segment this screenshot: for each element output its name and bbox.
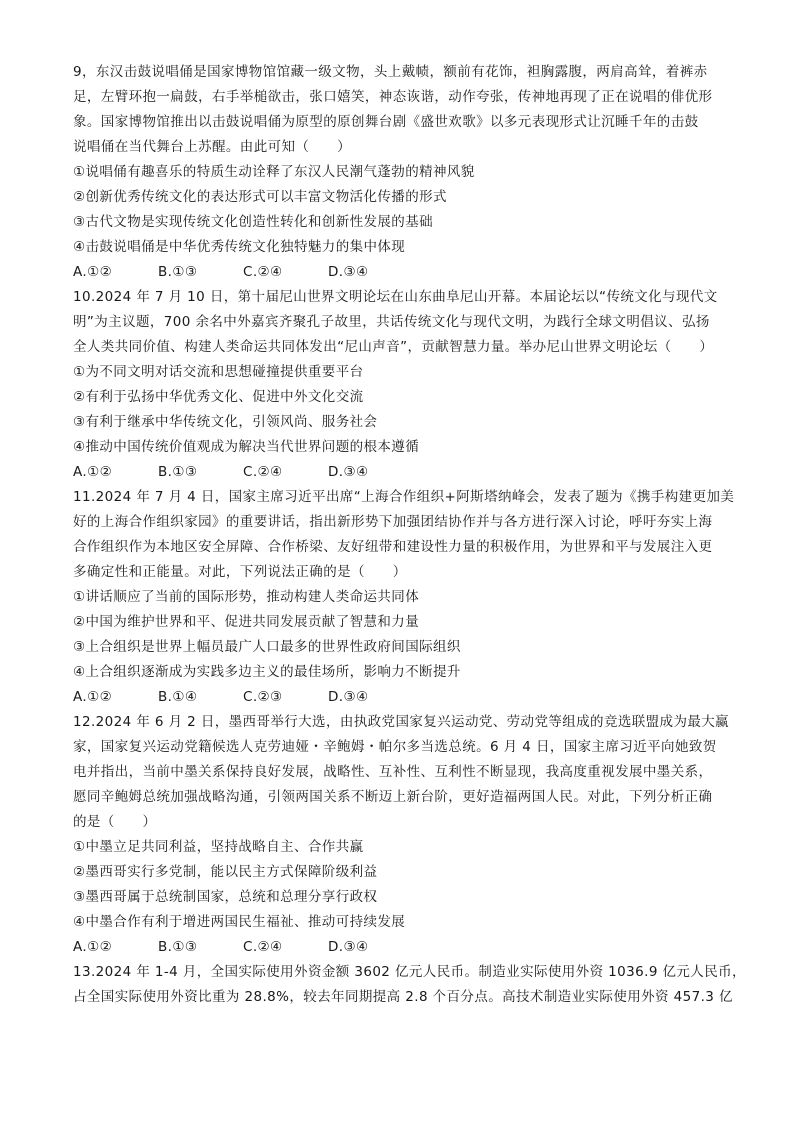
answer-option: A.①② xyxy=(73,264,113,280)
answer-option: D.③④ xyxy=(328,689,369,705)
question-stem-line: 9，东汉击鼓说唱俑是国家博物馆馆藏一级文物，头上戴帻，额前有花饰，袒胸露腹，两肩高耸，着裤赤 xyxy=(73,64,708,80)
statement-item: ②墨西哥实行多党制，能以民主方式保障阶级利益 xyxy=(73,864,378,880)
answer-option: B.①③ xyxy=(158,264,198,280)
answer-options xyxy=(73,260,723,285)
question-block xyxy=(73,710,730,960)
answer-option: A.①② xyxy=(73,464,113,480)
answer-option: D.③④ xyxy=(328,939,369,955)
question-stem-line: 说唱俑在当代舞台上苏醒。由此可知（ ） xyxy=(73,139,351,155)
question-stem-line: 10.2024 年 7 月 10 日，第十届尼山世界文明论坛在山东曲阜尼山开幕。本届论坛以“传统文化与现代文 xyxy=(73,289,718,305)
question-stem-line: 合作组织作为本地区安全屏障、合作桥梁、友好纽带和建设性力量的积极作用，为世界和平与发展注入更 xyxy=(73,539,713,555)
question-stem-line: 足，左臂环抱一扁鼓，右手举槌欲击，张口嬉笑，神态诙谐，动作夸张，传神地再现了正在说唱的俳优形 xyxy=(73,89,713,105)
question-stem-line: 11.2024 年 7 月 4 日，国家主席习近平出席“上海合作组织+阿斯塔纳峰会，发表了题为《携手构建更加美 xyxy=(73,489,735,505)
statement-item: ④上合组织逐渐成为实践多边主义的最佳场所，影响力不断提升 xyxy=(73,664,461,680)
question-stem-line: 好的上海合作组织家园》的重要讲话，指出新形势下加强团结协作并与各方进行深入讨论，呼吁夯实上海 xyxy=(73,514,713,530)
question-block xyxy=(73,485,735,710)
answer-option: D.③④ xyxy=(328,464,369,480)
answer-option: C.②③ xyxy=(243,689,283,705)
question-stem-line: 象。国家博物馆推出以击鼓说唱俑为原型的原创舞台剧《盛世欢歌》以多元表现形式让沉睡千年的击鼓 xyxy=(73,114,699,130)
question-block xyxy=(73,285,723,485)
answer-options xyxy=(73,685,723,710)
statement-item: ④中墨合作有利于增进两国民生福祉、推动可持续发展 xyxy=(73,914,406,930)
statement-item: ③有利于继承中华传统文化，引领风尚、服务社会 xyxy=(73,414,378,430)
statement-item: ③上合组织是世界上幅员最广人口最多的世界性政府间国际组织 xyxy=(73,639,461,655)
question-stem-line: 明”为主议题，700 余名中外嘉宾齐聚孔子故里，共话传统文化与现代文明，为践行全球文明倡议、弘扬 xyxy=(73,314,710,330)
answer-options xyxy=(73,935,723,960)
question-stem-line: 家，国家复兴运动党籍候选人克劳迪娅・辛鲍姆・帕尔多当选总统。6 月 4 日，国家主席习近平向她致贺 xyxy=(73,739,717,755)
question-stem-line: 多确定性和正能量。对此，下列说法正确的是（ ） xyxy=(73,564,407,580)
statement-item: ②中国为维护世界和平、促进共同发展贡献了智慧和力量 xyxy=(73,614,420,630)
question-stem-line: 13.2024 年 1-4 月，全国实际使用外资金额 3602 亿元人民币。制造业实际使用外资 1036.9 亿元人民币， xyxy=(73,964,746,980)
question-stem-line: 全人类共同价值、构建人类命运共同体发出“尼山声音”，贡献智慧力量。举办尼山世界文明论坛（ ） xyxy=(73,339,714,355)
answer-option: A.①② xyxy=(73,939,113,955)
question-block xyxy=(73,60,723,285)
question-stem-line: 电并指出，当前中墨关系保持良好发展，战略性、互补性、互利性不断显现，我高度重视发展中墨关系， xyxy=(73,764,713,780)
answer-option: A.①② xyxy=(73,689,113,705)
question-stem-line: 12.2024 年 6 月 2 日，墨西哥举行大选，由执政党国家复兴运动党、劳动党等组成的竞选联盟成为最大赢 xyxy=(73,714,730,730)
question-block xyxy=(73,960,746,1010)
answer-option: C.②④ xyxy=(243,464,283,480)
statement-item: ①中墨立足共同利益，坚持战略自主、合作共赢 xyxy=(73,839,364,855)
answer-options xyxy=(73,460,723,485)
answer-option: C.②④ xyxy=(243,939,283,955)
answer-option: B.①④ xyxy=(158,689,198,705)
statement-item: ②有利于弘扬中华优秀文化、促进中外文化交流 xyxy=(73,389,364,405)
answer-option: D.③④ xyxy=(328,264,369,280)
statement-item: ③墨西哥属于总统制国家，总统和总理分享行政权 xyxy=(73,889,378,905)
question-content xyxy=(73,60,746,1010)
answer-option: C.②④ xyxy=(243,264,283,280)
statement-item: ①讲话顺应了当前的国际形势，推动构建人类命运共同体 xyxy=(73,589,420,605)
statement-item: ①说唱俑有趣喜乐的特质生动诠释了东汉人民潮气蓬勃的精神风貌 xyxy=(73,164,475,180)
question-stem-line: 愿同辛鲍姆总统加强战略沟通，引领两国关系不断迈上新台阶，更好造福两国人民。对此，下列分析正确 xyxy=(73,789,713,805)
question-stem-line: 占全国实际使用外资比重为 28.8%，较去年同期提高 2.8 个百分点。高技术制造业实际使用外资 457.3 亿 xyxy=(73,989,733,1005)
statement-item: ②创新优秀传统文化的表达形式可以丰富文物活化传播的形式 xyxy=(73,189,447,205)
question-stem-line: 的是（ ） xyxy=(73,814,157,830)
statement-item: ③古代文物是实现传统文化创造性转化和创新性发展的基础 xyxy=(73,214,434,230)
statement-item: ④推动中国传统价值观成为解决当代世界问题的根本遵循 xyxy=(73,439,420,455)
statement-item: ①为不同文明对话交流和思想碰撞提供重要平台 xyxy=(73,364,364,380)
statement-item: ④击鼓说唱俑是中华优秀传统文化独特魅力的集中体现 xyxy=(73,239,406,255)
answer-option: B.①③ xyxy=(158,939,198,955)
answer-option: B.①③ xyxy=(158,464,198,480)
